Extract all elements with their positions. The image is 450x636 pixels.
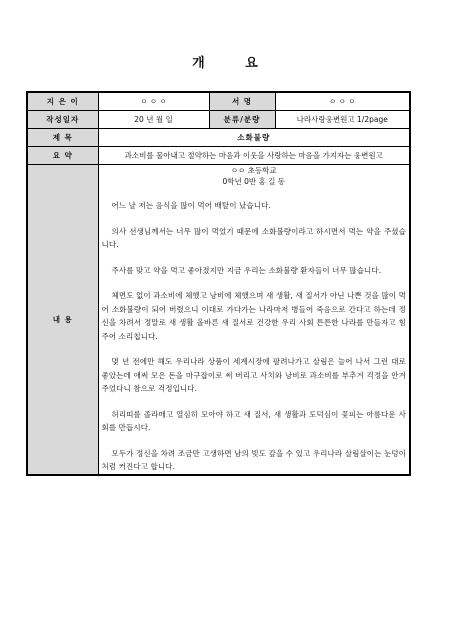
date-row xyxy=(27,111,410,129)
summary-label: 요 약 xyxy=(27,147,98,165)
paragraph-7: 모두가 정신을 차려 조금만 고생하면 남의 빚도 갚을 수 있고 우리나라 살림살이는 눈덩이처럼 커진다고 합니다. xyxy=(101,448,406,471)
subject-label: 제 목 xyxy=(27,129,98,147)
paragraph-1: 어느 날 저는 음식을 많이 먹어 배탈이 났습니다. xyxy=(111,201,271,210)
paragraph-6: 허리띠를 졸라매고 열심히 모아야 하고 새 질서, 새 생활과 도덕심이 꽃피는 아름다운 사회를 만듭시다. xyxy=(101,409,406,432)
summary-value: 과소비를 물아내고 절약하는 마음과 이웃을 사랑하는 마음을 가지자는 웅변원고 xyxy=(98,147,410,165)
category-label: 분류/분량 xyxy=(209,111,275,129)
paragraph-5: 몇 년 전에만 해도 우리나라 상품이 세계시장에 팔려나가고 살림은 늘어 나서 그런 대로 좋았는데 애써 모은 돈을 마구잡이로 써 버리고 사치와 낭비로 과소비를 부추겨 걱정을 안겨주었다니 참으로 걱정입니다. xyxy=(101,357,406,393)
content-row xyxy=(27,165,410,475)
author-value: ㅇ ㅇ ㅇ xyxy=(98,92,209,111)
student-line: 0학년 0반 홍 길 동 xyxy=(222,177,286,186)
subject-value: 소화불량 xyxy=(98,129,410,147)
page-title: 개 요 xyxy=(192,56,276,71)
category-value: 나라사랑웅변원고 1/2page xyxy=(275,111,410,129)
school-line: ㅇㅇ 초등학교 xyxy=(230,166,277,175)
author-label: 지 은 이 xyxy=(27,92,98,111)
date-value: 20 년 월 일 xyxy=(98,111,209,129)
paragraph-3: 주사를 맞고 약을 먹고 좋아졌지만 지금 우리는 소화불량 환자들이 너무 많습니다. xyxy=(111,265,382,275)
paragraph-4: 체면도 없이 과소비에 체했고 낭비에 체했으며 새 생활, 새 질서가 아닌 나쁜 것을 많이 먹어 소화불량이 되어 버렸으니 이대로 가다가는 나라마저 병들어 죽음으로 간다고 하는데 정신을 차려서 정말로 새 생활 올바른 새 질서로 건강한 우리 사회 튼튼한 나라를 만들자고 힘주어 소리칩니다. xyxy=(101,291,406,341)
date-label: 작성일자 xyxy=(27,111,98,129)
content-body xyxy=(98,165,410,475)
summary-row xyxy=(27,147,410,165)
book-title-value: ㅇ ㅇ ㅇ xyxy=(275,92,410,111)
subject-row xyxy=(27,129,410,147)
author-row xyxy=(27,92,410,111)
book-title-label: 서 명 xyxy=(209,92,275,111)
content-label: 내 용 xyxy=(27,165,98,475)
paragraph-2: 의사 선생님께서는 너무 많이 먹었기 때문에 소화불량이라고 하시면서 먹는 약을 주셨습니다. xyxy=(101,226,406,249)
document-form xyxy=(26,91,411,476)
